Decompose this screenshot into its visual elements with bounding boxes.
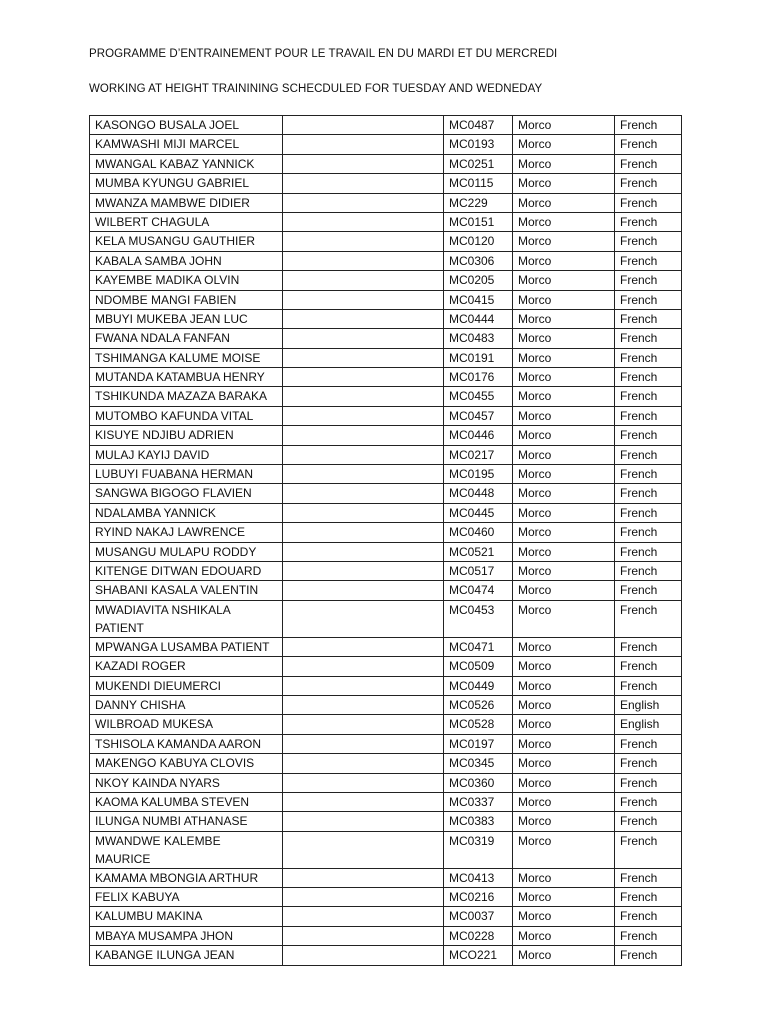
employee-code-cell: MC0251 <box>444 154 513 173</box>
company-cell: Morco <box>513 484 615 503</box>
blank-cell <box>283 445 444 464</box>
table-row <box>90 561 682 580</box>
employee-code-cell: MC0037 <box>444 907 513 926</box>
company-cell: Morco <box>513 812 615 831</box>
employee-code-cell: MC0528 <box>444 715 513 734</box>
language-cell: English <box>615 695 682 714</box>
table-row <box>90 926 682 945</box>
company-cell: Morco <box>513 465 615 484</box>
table-row <box>90 773 682 792</box>
heading-english: WORKING AT HEIGHT TRAININING SCHECDULED FOR TUESDAY AND WEDNEDAY <box>89 83 543 95</box>
language-cell: French <box>615 792 682 811</box>
table-row <box>90 445 682 464</box>
blank-cell <box>283 523 444 542</box>
language-cell: French <box>615 232 682 251</box>
language-cell: English <box>615 715 682 734</box>
trainee-name-cell: SHABANI KASALA VALENTIN <box>90 581 283 600</box>
language-cell: French <box>615 174 682 193</box>
blank-cell <box>283 174 444 193</box>
language-cell: French <box>615 290 682 309</box>
blank-cell <box>283 792 444 811</box>
employee-code-cell: MC0455 <box>444 387 513 406</box>
trainee-name-cell: TSHISOLA KAMANDA AARON <box>90 734 283 753</box>
blank-cell <box>283 193 444 212</box>
employee-code-cell: MC0471 <box>444 637 513 656</box>
language-cell: French <box>615 368 682 387</box>
table-row <box>90 503 682 522</box>
trainee-name-cell: KABALA SAMBA JOHN <box>90 251 283 270</box>
blank-cell <box>283 676 444 695</box>
company-cell: Morco <box>513 348 615 367</box>
table-row <box>90 309 682 328</box>
language-cell: French <box>615 154 682 173</box>
company-cell: Morco <box>513 792 615 811</box>
trainee-name-cell: KITENGE DITWAN EDOUARD <box>90 561 283 580</box>
table-row <box>90 368 682 387</box>
language-cell: French <box>615 831 682 868</box>
blank-cell <box>283 251 444 270</box>
blank-cell <box>283 561 444 580</box>
trainee-name-cell: KALUMBU MAKINA <box>90 907 283 926</box>
trainee-name-cell: FWANA NDALA FANFAN <box>90 329 283 348</box>
employee-code-cell: MC0474 <box>444 581 513 600</box>
employee-code-cell: MC0151 <box>444 212 513 231</box>
table-row <box>90 946 682 965</box>
employee-code-cell: MC0521 <box>444 542 513 561</box>
language-cell: French <box>615 271 682 290</box>
table-row <box>90 888 682 907</box>
employee-code-cell: MCO221 <box>444 946 513 965</box>
blank-cell <box>283 329 444 348</box>
trainee-name-cell: NDALAMBA YANNICK <box>90 503 283 522</box>
company-cell: Morco <box>513 888 615 907</box>
language-cell: French <box>615 251 682 270</box>
blank-cell <box>283 503 444 522</box>
table-row <box>90 329 682 348</box>
language-cell: French <box>615 581 682 600</box>
trainee-name-cell: MWANZA MAMBWE DIDIER <box>90 193 283 212</box>
language-cell: French <box>615 484 682 503</box>
language-cell: French <box>615 754 682 773</box>
company-cell: Morco <box>513 387 615 406</box>
trainee-name-cell: NDOMBE MANGI FABIEN <box>90 290 283 309</box>
employee-code-cell: MC0195 <box>444 465 513 484</box>
heading-french: PROGRAMME D’ENTRAINEMENT POUR LE TRAVAIL EN DU MARDI ET DU MERCREDI <box>89 48 558 60</box>
language-cell: French <box>615 946 682 965</box>
blank-cell <box>283 946 444 965</box>
company-cell: Morco <box>513 232 615 251</box>
language-cell: French <box>615 600 682 637</box>
employee-code-cell: MC0193 <box>444 135 513 154</box>
employee-code-cell: MC0383 <box>444 812 513 831</box>
table-row <box>90 600 682 637</box>
company-cell: Morco <box>513 309 615 328</box>
trainee-name-cell: MWANGAL KABAZ YANNICK <box>90 154 283 173</box>
trainee-name-cell: MUSANGU MULAPU RODDY <box>90 542 283 561</box>
language-cell: French <box>615 135 682 154</box>
blank-cell <box>283 754 444 773</box>
blank-cell <box>283 309 444 328</box>
trainee-name-cell: MBUYI MUKEBA JEAN LUC <box>90 309 283 328</box>
language-cell: French <box>615 734 682 753</box>
company-cell: Morco <box>513 445 615 464</box>
table-row <box>90 271 682 290</box>
blank-cell <box>283 465 444 484</box>
employee-code-cell: MC0487 <box>444 116 513 135</box>
language-cell: French <box>615 193 682 212</box>
company-cell: Morco <box>513 116 615 135</box>
employee-code-cell: MC0448 <box>444 484 513 503</box>
language-cell: French <box>615 348 682 367</box>
table-row <box>90 135 682 154</box>
employee-code-cell: MC0457 <box>444 406 513 425</box>
employee-code-cell: MC0509 <box>444 657 513 676</box>
blank-cell <box>283 348 444 367</box>
trainee-name-cell: NKOY KAINDA NYARS <box>90 773 283 792</box>
blank-cell <box>283 542 444 561</box>
blank-cell <box>283 715 444 734</box>
table-row <box>90 251 682 270</box>
company-cell: Morco <box>513 329 615 348</box>
table-row <box>90 348 682 367</box>
company-cell: Morco <box>513 561 615 580</box>
language-cell: French <box>615 212 682 231</box>
company-cell: Morco <box>513 637 615 656</box>
table-row <box>90 212 682 231</box>
language-cell: French <box>615 116 682 135</box>
blank-cell <box>283 926 444 945</box>
trainee-name-cell: RYIND NAKAJ LAWRENCE <box>90 523 283 542</box>
blank-cell <box>283 600 444 637</box>
trainee-name-cell: KAOMA KALUMBA STEVEN <box>90 792 283 811</box>
company-cell: Morco <box>513 212 615 231</box>
employee-code-cell: MC0413 <box>444 868 513 887</box>
employee-code-cell: MC229 <box>444 193 513 212</box>
blank-cell <box>283 888 444 907</box>
employee-code-cell: MC0453 <box>444 600 513 637</box>
company-cell: Morco <box>513 831 615 868</box>
company-cell: Morco <box>513 290 615 309</box>
table-row <box>90 676 682 695</box>
trainee-name-cell: KAMWASHI MIJI MARCEL <box>90 135 283 154</box>
company-cell: Morco <box>513 154 615 173</box>
blank-cell <box>283 734 444 753</box>
trainee-name-cell: DANNY CHISHA <box>90 695 283 714</box>
company-cell: Morco <box>513 754 615 773</box>
blank-cell <box>283 812 444 831</box>
trainee-name-cell: MAKENGO KABUYA CLOVIS <box>90 754 283 773</box>
employee-code-cell: MC0345 <box>444 754 513 773</box>
blank-cell <box>283 637 444 656</box>
company-cell: Morco <box>513 676 615 695</box>
company-cell: Morco <box>513 773 615 792</box>
table-row <box>90 154 682 173</box>
blank-cell <box>283 271 444 290</box>
trainee-name-cell: MUTANDA KATAMBUA HENRY <box>90 368 283 387</box>
trainee-name-cell: MWADIAVITA NSHIKALA PATIENT <box>90 600 283 637</box>
table-row <box>90 715 682 734</box>
blank-cell <box>283 406 444 425</box>
table-row <box>90 232 682 251</box>
blank-cell <box>283 154 444 173</box>
employee-code-cell: MC0517 <box>444 561 513 580</box>
blank-cell <box>283 868 444 887</box>
table-row <box>90 406 682 425</box>
blank-cell <box>283 907 444 926</box>
language-cell: French <box>615 561 682 580</box>
employee-code-cell: MC0120 <box>444 232 513 251</box>
company-cell: Morco <box>513 523 615 542</box>
trainee-name-cell: KASONGO BUSALA JOEL <box>90 116 283 135</box>
table-row <box>90 290 682 309</box>
trainee-name-cell: FELIX KABUYA <box>90 888 283 907</box>
employee-code-cell: MC0446 <box>444 426 513 445</box>
language-cell: French <box>615 637 682 656</box>
trainee-name-cell: MUTOMBO KAFUNDA VITAL <box>90 406 283 425</box>
company-cell: Morco <box>513 251 615 270</box>
employee-code-cell: MC0197 <box>444 734 513 753</box>
employee-code-cell: MC0445 <box>444 503 513 522</box>
language-cell: French <box>615 868 682 887</box>
table-row <box>90 695 682 714</box>
blank-cell <box>283 484 444 503</box>
employee-code-cell: MC0228 <box>444 926 513 945</box>
table-row <box>90 387 682 406</box>
trainee-name-cell: MUMBA KYUNGU GABRIEL <box>90 174 283 193</box>
company-cell: Morco <box>513 174 615 193</box>
blank-cell <box>283 581 444 600</box>
table-row <box>90 581 682 600</box>
language-cell: French <box>615 542 682 561</box>
blank-cell <box>283 831 444 868</box>
employee-code-cell: MC0319 <box>444 831 513 868</box>
company-cell: Morco <box>513 406 615 425</box>
company-cell: Morco <box>513 426 615 445</box>
table-row <box>90 754 682 773</box>
blank-cell <box>283 387 444 406</box>
company-cell: Morco <box>513 193 615 212</box>
trainee-name-cell: KELA MUSANGU GAUTHIER <box>90 232 283 251</box>
company-cell: Morco <box>513 734 615 753</box>
table-row <box>90 523 682 542</box>
table-row <box>90 484 682 503</box>
employee-code-cell: MC0115 <box>444 174 513 193</box>
trainee-name-cell: MULAJ KAYIJ DAVID <box>90 445 283 464</box>
employee-code-cell: MC0360 <box>444 773 513 792</box>
language-cell: French <box>615 657 682 676</box>
language-cell: French <box>615 426 682 445</box>
language-cell: French <box>615 888 682 907</box>
blank-cell <box>283 657 444 676</box>
blank-cell <box>283 232 444 251</box>
table-row <box>90 812 682 831</box>
company-cell: Morco <box>513 868 615 887</box>
blank-cell <box>283 290 444 309</box>
language-cell: French <box>615 773 682 792</box>
company-cell: Morco <box>513 946 615 965</box>
company-cell: Morco <box>513 542 615 561</box>
language-cell: French <box>615 329 682 348</box>
table-row <box>90 907 682 926</box>
employee-code-cell: MC0191 <box>444 348 513 367</box>
employee-code-cell: MC0526 <box>444 695 513 714</box>
company-cell: Morco <box>513 926 615 945</box>
trainee-name-cell: KAYEMBE MADIKA OLVIN <box>90 271 283 290</box>
table-row <box>90 426 682 445</box>
table-row <box>90 193 682 212</box>
trainee-name-cell: KAMAMA MBONGIA ARTHUR <box>90 868 283 887</box>
trainee-name-cell: KISUYE NDJIBU ADRIEN <box>90 426 283 445</box>
language-cell: French <box>615 926 682 945</box>
employee-code-cell: MC0217 <box>444 445 513 464</box>
trainee-name-cell: TSHIMANGA KALUME MOISE <box>90 348 283 367</box>
blank-cell <box>283 773 444 792</box>
company-cell: Morco <box>513 657 615 676</box>
language-cell: French <box>615 406 682 425</box>
employee-code-cell: MC0415 <box>444 290 513 309</box>
blank-cell <box>283 116 444 135</box>
company-cell: Morco <box>513 503 615 522</box>
blank-cell <box>283 212 444 231</box>
blank-cell <box>283 695 444 714</box>
employee-code-cell: MC0176 <box>444 368 513 387</box>
company-cell: Morco <box>513 135 615 154</box>
trainee-name-cell: WILBROAD MUKESA <box>90 715 283 734</box>
trainee-name-cell: MPWANGA LUSAMBA PATIENT <box>90 637 283 656</box>
employee-code-cell: MC0460 <box>444 523 513 542</box>
language-cell: French <box>615 523 682 542</box>
company-cell: Morco <box>513 581 615 600</box>
trainee-name-cell: KABANGE ILUNGA JEAN <box>90 946 283 965</box>
language-cell: French <box>615 465 682 484</box>
employee-code-cell: MC0337 <box>444 792 513 811</box>
trainee-name-cell: LUBUYI FUABANA HERMAN <box>90 465 283 484</box>
trainee-name-cell: KAZADI ROGER <box>90 657 283 676</box>
trainee-name-cell: ILUNGA NUMBI ATHANASE <box>90 812 283 831</box>
table-row <box>90 637 682 656</box>
trainee-name-cell: MBAYA MUSAMPA JHON <box>90 926 283 945</box>
table-row <box>90 174 682 193</box>
language-cell: French <box>615 445 682 464</box>
trainee-name-cell: MUKENDI DIEUMERCI <box>90 676 283 695</box>
company-cell: Morco <box>513 368 615 387</box>
employee-code-cell: MC0449 <box>444 676 513 695</box>
employee-code-cell: MC0205 <box>444 271 513 290</box>
trainee-name-cell: SANGWA BIGOGO FLAVIEN <box>90 484 283 503</box>
company-cell: Morco <box>513 271 615 290</box>
blank-cell <box>283 135 444 154</box>
trainee-name-cell: TSHIKUNDA MAZAZA BARAKA <box>90 387 283 406</box>
table-row <box>90 734 682 753</box>
language-cell: French <box>615 309 682 328</box>
employee-code-cell: MC0216 <box>444 888 513 907</box>
employee-code-cell: MC0483 <box>444 329 513 348</box>
table-row <box>90 792 682 811</box>
trainee-name-cell: WILBERT CHAGULA <box>90 212 283 231</box>
blank-cell <box>283 426 444 445</box>
blank-cell <box>283 368 444 387</box>
language-cell: French <box>615 503 682 522</box>
table-row <box>90 116 682 135</box>
table-row <box>90 868 682 887</box>
trainee-table-body <box>90 116 682 966</box>
table-row <box>90 657 682 676</box>
trainee-table <box>89 115 682 966</box>
table-row <box>90 465 682 484</box>
company-cell: Morco <box>513 600 615 637</box>
table-row <box>90 831 682 868</box>
trainee-name-cell: MWANDWE KALEMBE MAURICE <box>90 831 283 868</box>
company-cell: Morco <box>513 695 615 714</box>
language-cell: French <box>615 676 682 695</box>
employee-code-cell: MC0444 <box>444 309 513 328</box>
company-cell: Morco <box>513 907 615 926</box>
language-cell: French <box>615 812 682 831</box>
language-cell: French <box>615 387 682 406</box>
table-row <box>90 542 682 561</box>
employee-code-cell: MC0306 <box>444 251 513 270</box>
language-cell: French <box>615 907 682 926</box>
company-cell: Morco <box>513 715 615 734</box>
